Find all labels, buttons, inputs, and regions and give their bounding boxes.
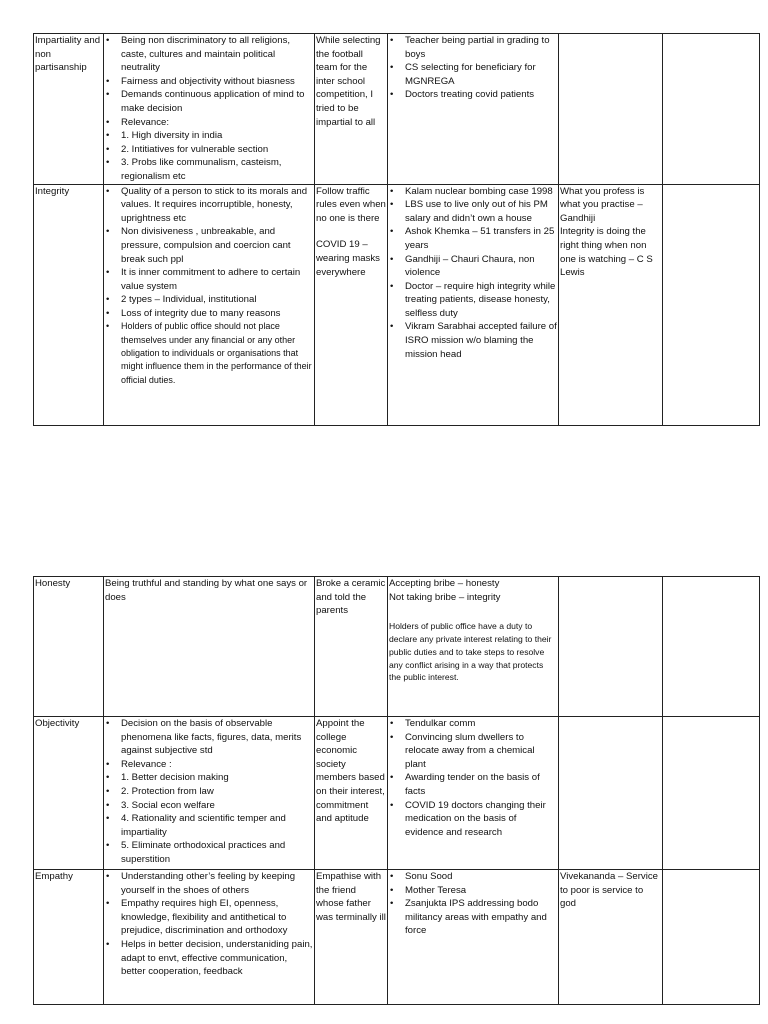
list-item: • Teacher being partial in grading to boys — [389, 34, 557, 61]
term-cell — [34, 34, 104, 185]
term-label: Honesty — [35, 578, 71, 589]
term-label: Objectivity — [35, 718, 80, 729]
points-list — [105, 185, 313, 321]
list-item: • Being non discriminatory to all religions, caste, cultures and maintain political neutrality — [105, 34, 313, 75]
empty-cell — [663, 870, 760, 1005]
list-item: • Helps in better decision, understaniding pain, adapt to envt, effective communication, better cooperation, feedback — [105, 938, 313, 979]
examples-cell — [388, 184, 559, 425]
quote-cell — [559, 34, 663, 185]
list-item: • Empathy requires high EI, openness, knowledge, flexibility and antithetical to prejudice, discrimination and orthodoxy — [105, 897, 313, 938]
term-cell — [34, 870, 104, 1005]
quote-cell — [559, 717, 663, 870]
points-list — [105, 717, 313, 867]
personal-example-cell — [315, 577, 388, 717]
list-item: • 3. Probs like communalism, casteism, regionalism etc — [105, 156, 313, 183]
examples-cell — [388, 870, 559, 1005]
list-item: • 4. Rationality and scientific temper and impartiality — [105, 812, 313, 839]
personal-example-cell — [315, 184, 388, 425]
examples-list — [389, 717, 557, 839]
points-cell — [104, 184, 315, 425]
empty-cell — [663, 717, 760, 870]
term-cell — [34, 717, 104, 870]
definition-text: Being truthful and standing by what one says or does — [105, 578, 308, 603]
table-row-integrity — [34, 184, 760, 425]
personal-example-text: While selecting the football team for the inter school competition, I tried to be impartial to all — [316, 35, 381, 128]
list-item: • Doctor – require high integrity while treating patients, disease honesty, selfless duty — [389, 280, 557, 321]
examples-list — [389, 185, 557, 362]
table-row-impartiality — [34, 34, 760, 185]
personal-example-cell — [315, 717, 388, 870]
list-item: • Gandhiji – Chauri Chaura, non violence — [389, 253, 557, 280]
list-item: • Demands continuous application of mind to make decision — [105, 88, 313, 115]
values-table-2 — [33, 576, 760, 1005]
values-table-1 — [33, 33, 760, 426]
points-list — [105, 34, 313, 184]
personal-example-text-2: COVID 19 – wearing masks everywhere — [316, 239, 380, 278]
quote-text: Vivekananda – Service to poor is service to god — [560, 871, 658, 910]
term-label: Empathy — [35, 871, 73, 882]
list-item: • Tendulkar comm — [389, 717, 557, 731]
list-item: • Fairness and objectivity without biasness — [105, 75, 313, 89]
list-item: • 1. Better decision making — [105, 771, 313, 785]
personal-example-cell — [315, 870, 388, 1005]
quote-cell — [559, 184, 663, 425]
list-item: • Sonu Sood — [389, 870, 557, 884]
points-cell — [104, 870, 315, 1005]
quote-text: What you profess is what you practise – Gandhiji — [560, 185, 645, 224]
list-item: • Zsanjukta IPS addressing bodo militancy areas with empathy and force — [389, 897, 557, 938]
note-text: Holders of public office have a duty to declare any private interest relating to their public duties and to take steps to resolve any conflict arising in a way that protects the public interest. — [389, 621, 552, 683]
list-item: • Relevance: — [105, 116, 313, 130]
list-item: • Doctors treating covid patients — [389, 88, 557, 102]
list-item: • Holders of public office should not place themselves under any financial or any other obligation to individuals or organisations that might influence them in the performance of their official duties. — [105, 320, 313, 386]
examples-cell — [388, 577, 559, 717]
quote-text-2: Integrity is doing the right thing when non one is watching – C S Lewis — [560, 226, 653, 279]
examples-cell — [388, 34, 559, 185]
personal-example-text: Appoint the college economic society members based on their interest, commitment and aptitude — [316, 718, 385, 825]
list-item: • Non divisiveness , unbreakable, and pressure, compulsion and coercion cant break such ppl — [105, 225, 313, 266]
list-item: • 5. Eliminate orthodoxical practices and superstition — [105, 839, 313, 866]
list-item: • Convincing slum dwellers to relocate away from a chemical plant — [389, 731, 557, 772]
table-row-empathy — [34, 870, 760, 1005]
list-item: • COVID 19 doctors changing their medication on the basis of evidence and research — [389, 799, 557, 840]
term-cell — [34, 184, 104, 425]
list-item: • Quality of a person to stick to its morals and values. It requires incorruptible, honesty, uprightness etc — [105, 185, 313, 226]
list-item: • Relevance : — [105, 758, 313, 772]
list-item: • 2 types – Individual, institutional — [105, 293, 313, 307]
list-item: • Kalam nuclear bombing case 1998 — [389, 185, 557, 199]
personal-example-cell — [315, 34, 388, 185]
points-list — [105, 870, 313, 979]
examples-cell — [388, 717, 559, 870]
term-label: Integrity — [35, 185, 70, 197]
personal-example-text: Empathise with the friend whose father was terminally ill — [316, 871, 386, 923]
list-item: • LBS use to live only out of his PM salary and didn’t own a house — [389, 198, 557, 225]
list-item: • 2. Intitiatives for vulnerable section — [105, 143, 313, 157]
examples-list — [389, 870, 557, 938]
list-item: • CS selecting for beneficiary for MGNREGA — [389, 61, 557, 88]
list-item: • It is inner commitment to adhere to certain value system — [105, 266, 313, 293]
list-item: • Vikram Sarabhai accepted failure of ISRO mission w/o blaming the mission head — [389, 320, 557, 361]
list-item: • Mother Teresa — [389, 884, 557, 898]
personal-example-text: Broke a ceramic and told the parents — [316, 578, 386, 617]
table-row-honesty — [34, 577, 760, 717]
list-item: • Ashok Khemka – 51 transfers in 25 years — [389, 225, 557, 252]
example-line: Accepting bribe – honesty — [389, 578, 500, 589]
points-cell — [104, 717, 315, 870]
list-item: • 3. Social econ welfare — [105, 799, 313, 813]
list-item: • 1. High diversity in india — [105, 129, 313, 143]
points-list-small — [105, 320, 313, 386]
empty-cell — [663, 184, 760, 425]
examples-list — [389, 34, 557, 102]
definition-cell — [104, 577, 315, 717]
example-line: Not taking bribe – integrity — [389, 591, 501, 603]
list-item: • Understanding other’s feeling by keeping yourself in the shoes of others — [105, 870, 313, 897]
term-cell — [34, 577, 104, 717]
list-item: • 2. Protection from law — [105, 785, 313, 799]
list-item: • Awarding tender on the basis of facts — [389, 771, 557, 798]
list-item: • Loss of integrity due to many reasons — [105, 307, 313, 321]
empty-cell — [663, 34, 760, 185]
empty-cell — [663, 577, 760, 717]
quote-cell — [559, 577, 663, 717]
table-row-objectivity — [34, 717, 760, 870]
personal-example-text: Follow traffic rules even when no one is there — [316, 185, 386, 224]
term-label: Impartiality and non partisanship — [35, 35, 101, 74]
points-cell — [104, 34, 315, 185]
list-item: • Decision on the basis of observable phenomena like facts, figures, data, merits against subjective std — [105, 717, 313, 758]
quote-cell — [559, 870, 663, 1005]
